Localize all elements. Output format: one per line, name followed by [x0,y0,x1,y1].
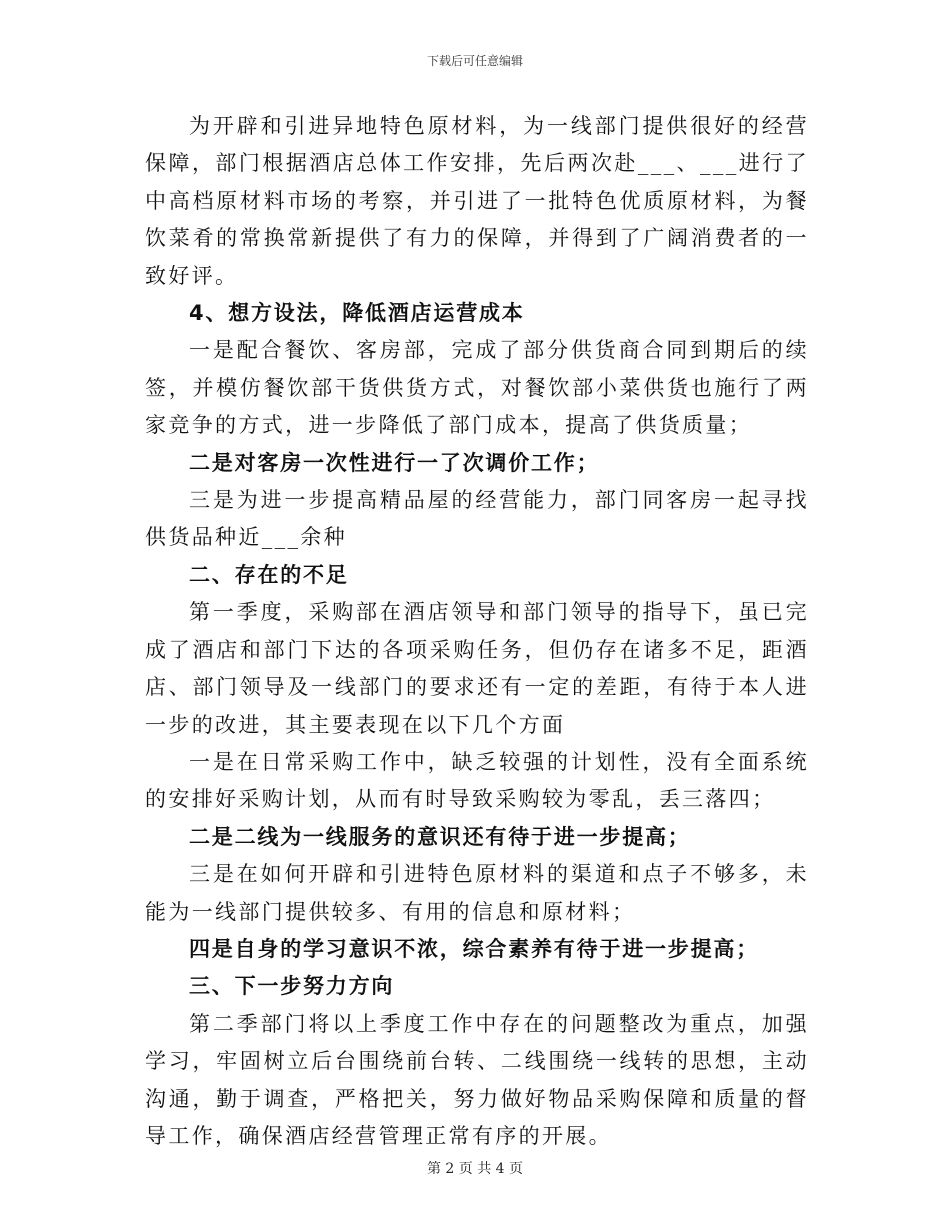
paragraph-next-steps: 第二季部门将以上季度工作中存在的问题整改为重点，加强学习，牢固树立后台围绕前台转、二线围绕一线转的思想，主动沟通，勤于调查，严格把关，努力做好物品采购保障和质量的督导工作，确保酒店经营管理正常有序的开展。 [145,1011,809,1148]
paragraph-cost-1: 一是配合餐饮、客房部，完成了部分供货商合同到期后的续签，并模仿餐饮部干货供货方式，对餐饮部小菜供货也施行了两家竞争的方式，进一步降低了部门成本，提高了供货质量； [145,338,809,438]
page-header: 下载后可任意编辑 [426,54,523,68]
paragraph-cost-2: 二是对客房一次性进行一了次调价工作； [189,450,600,475]
document-body [145,108,809,1155]
paragraph-shortcoming-2: 二是二线为一线服务的意识还有待于进一步提高； [189,824,691,849]
paragraph-shortcoming-4: 四是自身的学习意识不浓，综合素养有待于进一步提高； [189,936,759,961]
paragraph-materials: 为开辟和引进异地特色原材料，为一线部门提供很好的经营保障，部门根据酒店总体工作安排，先后两次赴___、___进行了中高档原材料市场的考察，并引进了一批特色优质原材料，为餐饮菜肴的常换常新提供了有力的保障，并得到了广阔消费者的一致好评。 [145,114,809,288]
section-heading-shortcomings: 二、存在的不足 [189,562,349,587]
paragraph-shortcoming-3: 三是在如何开辟和引进特色原材料的渠道和点子不够多，未能为一线部门提供较多、有用的信息和原材料； [145,862,809,924]
paragraph-shortcomings-intro: 第一季度，采购部在酒店领导和部门领导的指导下，虽已完成了酒店和部门下达的各项采购任务，但仍存在诸多不足，距酒店、部门领导及一线部门的要求还有一定的差距，有待于本人进一步的改进，其主要表现在以下几个方面 [145,600,809,737]
section-heading-cost: 4、想方设法，降低酒店运营成本 [189,301,525,326]
page-footer: 第 2 页 共 4 页 [426,1161,524,1177]
section-heading-next-steps: 三、下一步努力方向 [189,974,395,999]
paragraph-shortcoming-1: 一是在日常采购工作中，缺乏较强的计划性，没有全面系统的安排好采购计划，从而有时导致采购较为零乱，丢三落四； [145,749,809,812]
paragraph-cost-3: 三是为进一步提高精品屋的经营能力，部门同客房一起寻找供货品种近___余种 [145,488,809,550]
